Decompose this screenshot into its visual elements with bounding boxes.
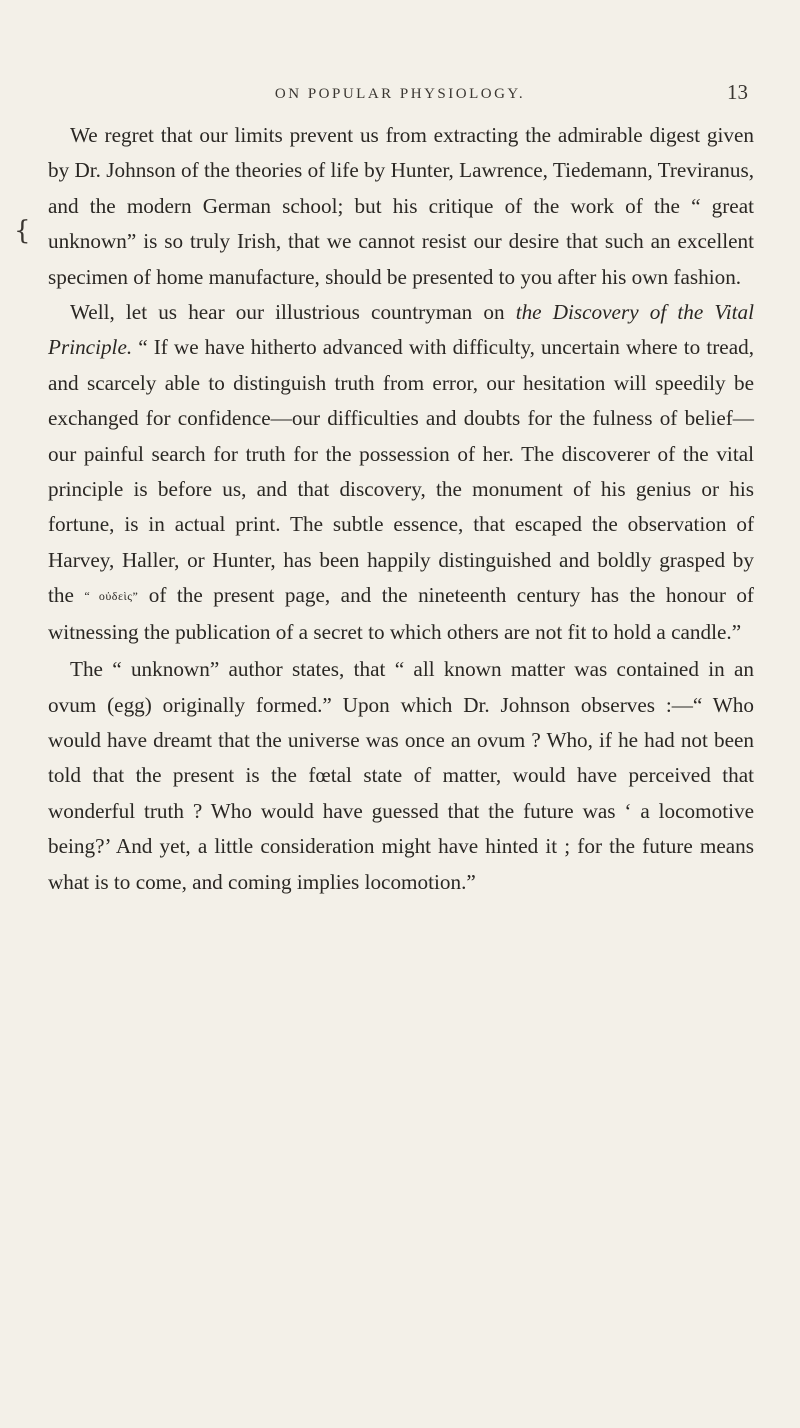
- quotation-part-2: of the present page, and the nineteenth century has the honour of witnessing the publication of a secret to which others are not fit to hold a candle.”: [48, 583, 754, 644]
- greek-word: “ οὐδεὶς”: [84, 589, 139, 604]
- quotation-part-1: “ If we have hitherto advanced with difficulty, uncertain where to tread, and scarcely able to distinguish truth from error, our hesitation will speedily be exchanged for confidence—our difficulties and doubts for the fulness of belief—our painful search for truth for the possession of her. The discoverer of the vital principle is before us, and that discovery, the monument of his genius or his fortune, is in actual print. The subtle essence, that escaped the observation of Harvey, Haller, or Hunter, has been happily distinguished and boldly grasped by the: [48, 335, 754, 608]
- paragraph-2: [48, 295, 754, 650]
- paragraph-1: We regret that our limits prevent us from extracting the admirable digest given by Dr. Johnson of the theories of life by Hunter, Lawrence, Tiedemann, Treviranus, and the modern German school; but his critique of the work of the “ great unknown” is so truly Irish, that we cannot resist our desire that such an excellent specimen of home manufacture, should be presented to you after his own fashion.: [48, 123, 754, 289]
- paragraph-3: The “ unknown” author states, that “ all known matter was contained in an ovum (egg) originally formed.” Upon which Dr. Johnson observes :—“ Who would have dreamt that the universe was once an ovum ? Who, if he had not been told that the present is the fœtal state of matter, would have perceived that wonderful truth ? Who would have guessed that the future was ‘ a locomotive being?’ And yet, a little consideration might have hinted it ; for the future means what is to come, and coming implies locomotion.”: [48, 657, 754, 894]
- body-text: [48, 118, 754, 900]
- running-head: ON POPULAR PHYSIOLOGY.: [274, 86, 526, 102]
- book-title: the Discovery of the Vital Principle.: [48, 300, 754, 360]
- paragraph-2-intro: Well, let us hear our illustrious countryman on: [70, 300, 516, 325]
- margin-brace-mark: {: [14, 216, 31, 246]
- page-number: 13: [727, 80, 748, 104]
